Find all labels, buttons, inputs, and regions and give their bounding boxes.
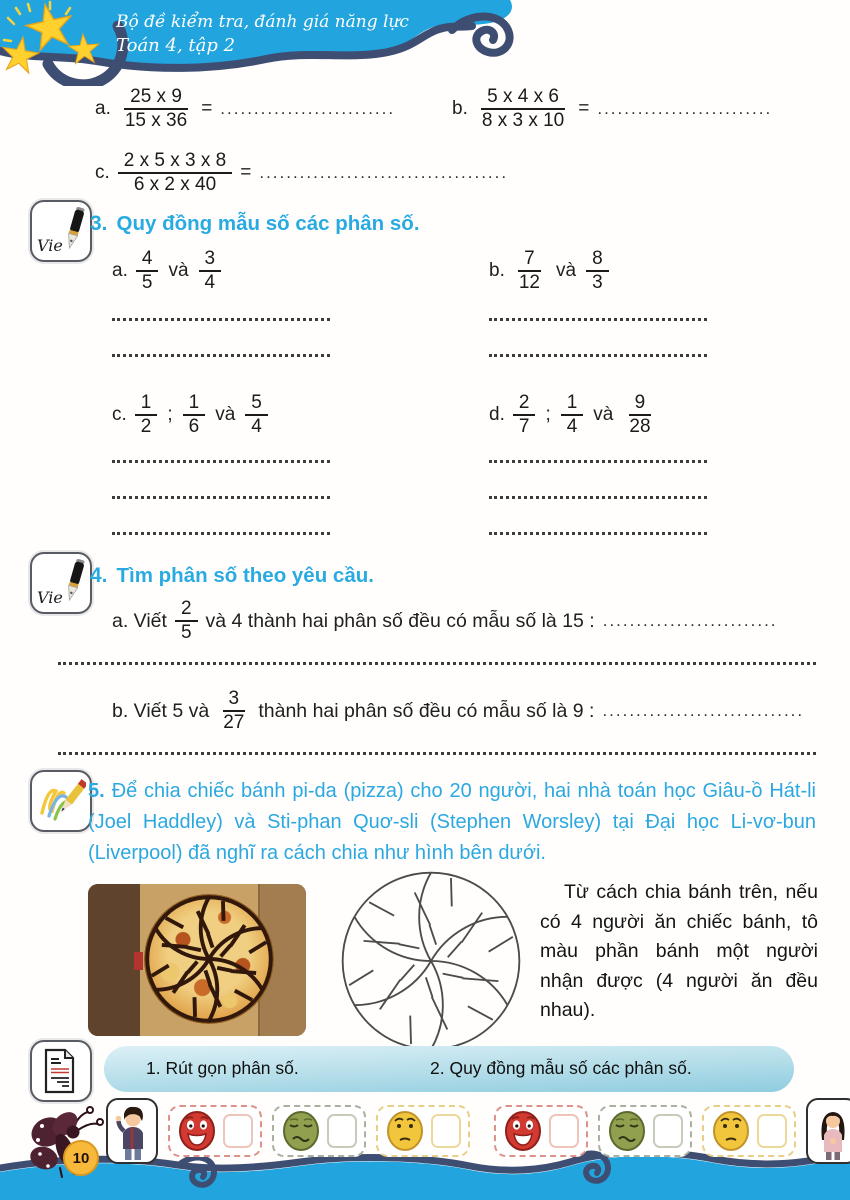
fraction	[623, 392, 656, 439]
fraction	[183, 392, 206, 439]
separator: ;	[167, 404, 173, 426]
worried-face-icon	[711, 1109, 751, 1153]
ex2-item-b	[452, 86, 772, 133]
laughing-face-icon	[503, 1109, 543, 1153]
exercise-title: Quy đồng mẫu số các phân số.	[116, 212, 420, 235]
numerator: 4	[136, 248, 159, 272]
denominator: 4	[204, 272, 216, 294]
item-label: c.	[112, 404, 127, 426]
rating-option-happy	[168, 1105, 262, 1157]
girl-avatar	[806, 1098, 850, 1164]
answer-line	[489, 354, 707, 357]
answer-line	[489, 460, 707, 463]
answer-line	[58, 662, 816, 665]
rating-option-neutral	[598, 1105, 692, 1157]
answer-dots: ..............................	[602, 701, 805, 721]
numerator: 3	[223, 688, 246, 712]
item-text: thành hai phân số đều có mẫu số là 9 :	[258, 699, 595, 722]
answer-line	[112, 354, 330, 357]
exercise-number: 5.	[88, 780, 105, 802]
equals-sign: =	[578, 98, 590, 120]
answer-dots: ..........................	[220, 99, 396, 119]
self-assessment-checkbox[interactable]	[431, 1114, 461, 1148]
fountain-pen-icon	[60, 556, 88, 608]
fraction	[199, 248, 222, 295]
fountain-pen-icon	[60, 204, 88, 256]
write-icon-label: Vie	[37, 588, 63, 607]
page-number-badge	[63, 1140, 99, 1176]
equals-sign: =	[240, 162, 252, 184]
series-title: Bộ đề kiểm tra, đánh giá năng lực	[116, 12, 409, 32]
denominator: 5	[180, 622, 192, 644]
item-label: b.	[452, 98, 468, 120]
denominator: 2	[140, 416, 152, 438]
ex3-item-b	[489, 248, 609, 295]
fraction	[118, 150, 232, 197]
numerator: 8	[586, 248, 609, 272]
worried-face-icon	[385, 1109, 425, 1153]
exercise-title: Tìm phân số theo yêu cầu.	[116, 564, 374, 587]
numerator: 3	[199, 248, 222, 272]
ex4-heading	[90, 564, 374, 588]
ex3-item-d	[489, 392, 657, 439]
write-icon-label: Vie	[37, 236, 63, 255]
fraction	[561, 392, 584, 439]
self-assessment-checkbox[interactable]	[327, 1114, 357, 1148]
answer-line	[58, 752, 816, 755]
item-text: và 4 thành hai phân số đều có mẫu số là 15 :	[205, 609, 595, 632]
document-icon	[42, 1048, 78, 1094]
denominator: 4	[251, 416, 262, 438]
rating-option-unsure	[376, 1105, 470, 1157]
coloring-task-icon	[30, 770, 92, 832]
pencil-icon	[34, 775, 86, 825]
item-label: b.	[489, 260, 505, 282]
denominator: 27	[223, 712, 245, 734]
fraction	[119, 86, 193, 133]
numerator: 7	[518, 248, 541, 272]
item-label: a.	[95, 98, 111, 120]
exercise-number: 4.	[90, 564, 108, 587]
answer-dots: ..........................	[597, 99, 773, 119]
lesson-summary-bar	[104, 1046, 794, 1092]
denominator: 3	[592, 272, 603, 294]
ex5-statement	[88, 776, 816, 869]
pizza-box-flap	[88, 884, 140, 1036]
butterfly-mascot	[18, 1092, 118, 1192]
denominator: 15 x 36	[124, 110, 188, 132]
item-label: a.	[112, 260, 128, 282]
write-task-icon	[30, 200, 92, 262]
self-assessment-left	[106, 1098, 470, 1164]
fraction	[476, 86, 570, 133]
pizza-cut-lines	[144, 894, 274, 1024]
pizza-photo	[88, 884, 306, 1036]
item-label: d.	[489, 404, 505, 426]
write-task-icon	[30, 552, 92, 614]
numerator: 1	[135, 392, 158, 416]
numerator: 1	[561, 392, 584, 416]
denominator: 7	[518, 416, 530, 438]
fraction	[135, 392, 158, 439]
answer-line	[112, 532, 330, 535]
denominator: 4	[566, 416, 578, 438]
book-title: Toán 4, tập 2	[116, 35, 236, 56]
numerator: 5	[245, 392, 268, 416]
numerator: 1	[183, 392, 206, 416]
answer-line	[489, 496, 707, 499]
exercise-number: 3.	[90, 212, 108, 235]
answer-line	[112, 460, 330, 463]
answer-line	[489, 532, 707, 535]
separator: ;	[545, 404, 551, 426]
rating-option-unsure	[702, 1105, 796, 1157]
denominator: 5	[141, 272, 153, 294]
denominator: 28	[629, 416, 651, 438]
laughing-face-icon	[177, 1109, 217, 1153]
answer-line	[112, 318, 330, 321]
ex3-heading	[90, 212, 420, 236]
fraction	[513, 248, 546, 295]
ex4-item-a	[112, 598, 778, 645]
self-assessment-checkbox[interactable]	[549, 1114, 579, 1148]
fraction	[586, 248, 609, 295]
answer-dots: .....................................	[259, 163, 509, 183]
item-text: b. Viết 5 và	[112, 699, 210, 722]
equals-sign: =	[201, 98, 213, 120]
numerator: 9	[629, 392, 652, 416]
numerator: 5 x 4 x 6	[481, 86, 565, 110]
numerator: 2	[513, 392, 536, 416]
side-note: Từ cách chia bánh trên, nếu có 4 người ăn chiếc bánh, tô màu phần bánh một người nhận được (4 người ăn đều nhau).	[540, 881, 818, 1021]
answer-dots: ..........................	[602, 611, 778, 631]
summary-item-1: 1. Rút gọn phân số.	[146, 1058, 299, 1078]
ex3-item-a	[112, 248, 221, 295]
pizza-division-diagram	[338, 868, 524, 1054]
answer-line	[112, 496, 330, 499]
numerator: 2 x 5 x 3 x 8	[118, 150, 232, 174]
fraction	[217, 688, 250, 735]
denominator: 12	[518, 272, 540, 294]
fraction	[136, 248, 159, 295]
denominator: 6 x 2 x 40	[133, 174, 217, 196]
page-number: 10	[72, 1149, 90, 1167]
summary-item-2: 2. Quy đồng mẫu số các phân số.	[430, 1058, 692, 1078]
self-assessment-checkbox[interactable]	[757, 1114, 787, 1148]
separator: và	[556, 260, 577, 282]
box-label	[134, 952, 143, 970]
item-text: a. Viết	[112, 609, 167, 632]
ex3-item-c	[112, 392, 268, 439]
denominator: 8 x 3 x 10	[481, 110, 565, 132]
fraction	[175, 598, 198, 645]
separator: và	[168, 260, 189, 282]
numerator: 25 x 9	[124, 86, 188, 110]
separator: và	[593, 404, 614, 426]
numerator: 2	[175, 598, 198, 622]
frowning-face-icon	[607, 1109, 647, 1153]
frowning-face-icon	[281, 1109, 321, 1153]
separator: và	[215, 404, 236, 426]
rating-option-neutral	[272, 1105, 366, 1157]
ex2-item-c	[95, 150, 508, 197]
self-assessment-right	[494, 1098, 850, 1164]
exercise-text: Để chia chiếc bánh pi-da (pizza) cho 20 người, hai nhà toán học Giâu-ồ Hát-li (Joel Haddley) và Sti-phan Quơ-sli (Stephen Worsley) tại Đại học Li-vơ-bun (Liverpool) đã nghĩ ra cách chia như hình bên dưới.	[88, 780, 816, 864]
fraction	[245, 392, 268, 439]
self-assessment-checkbox[interactable]	[223, 1114, 253, 1148]
fraction	[513, 392, 536, 439]
self-assessment-checkbox[interactable]	[653, 1114, 683, 1148]
answer-line	[489, 318, 707, 321]
rating-option-happy	[494, 1105, 588, 1157]
ex2-item-a	[95, 86, 395, 133]
item-label: c.	[95, 162, 110, 184]
denominator: 6	[188, 416, 200, 438]
ex4-item-b	[112, 688, 804, 735]
